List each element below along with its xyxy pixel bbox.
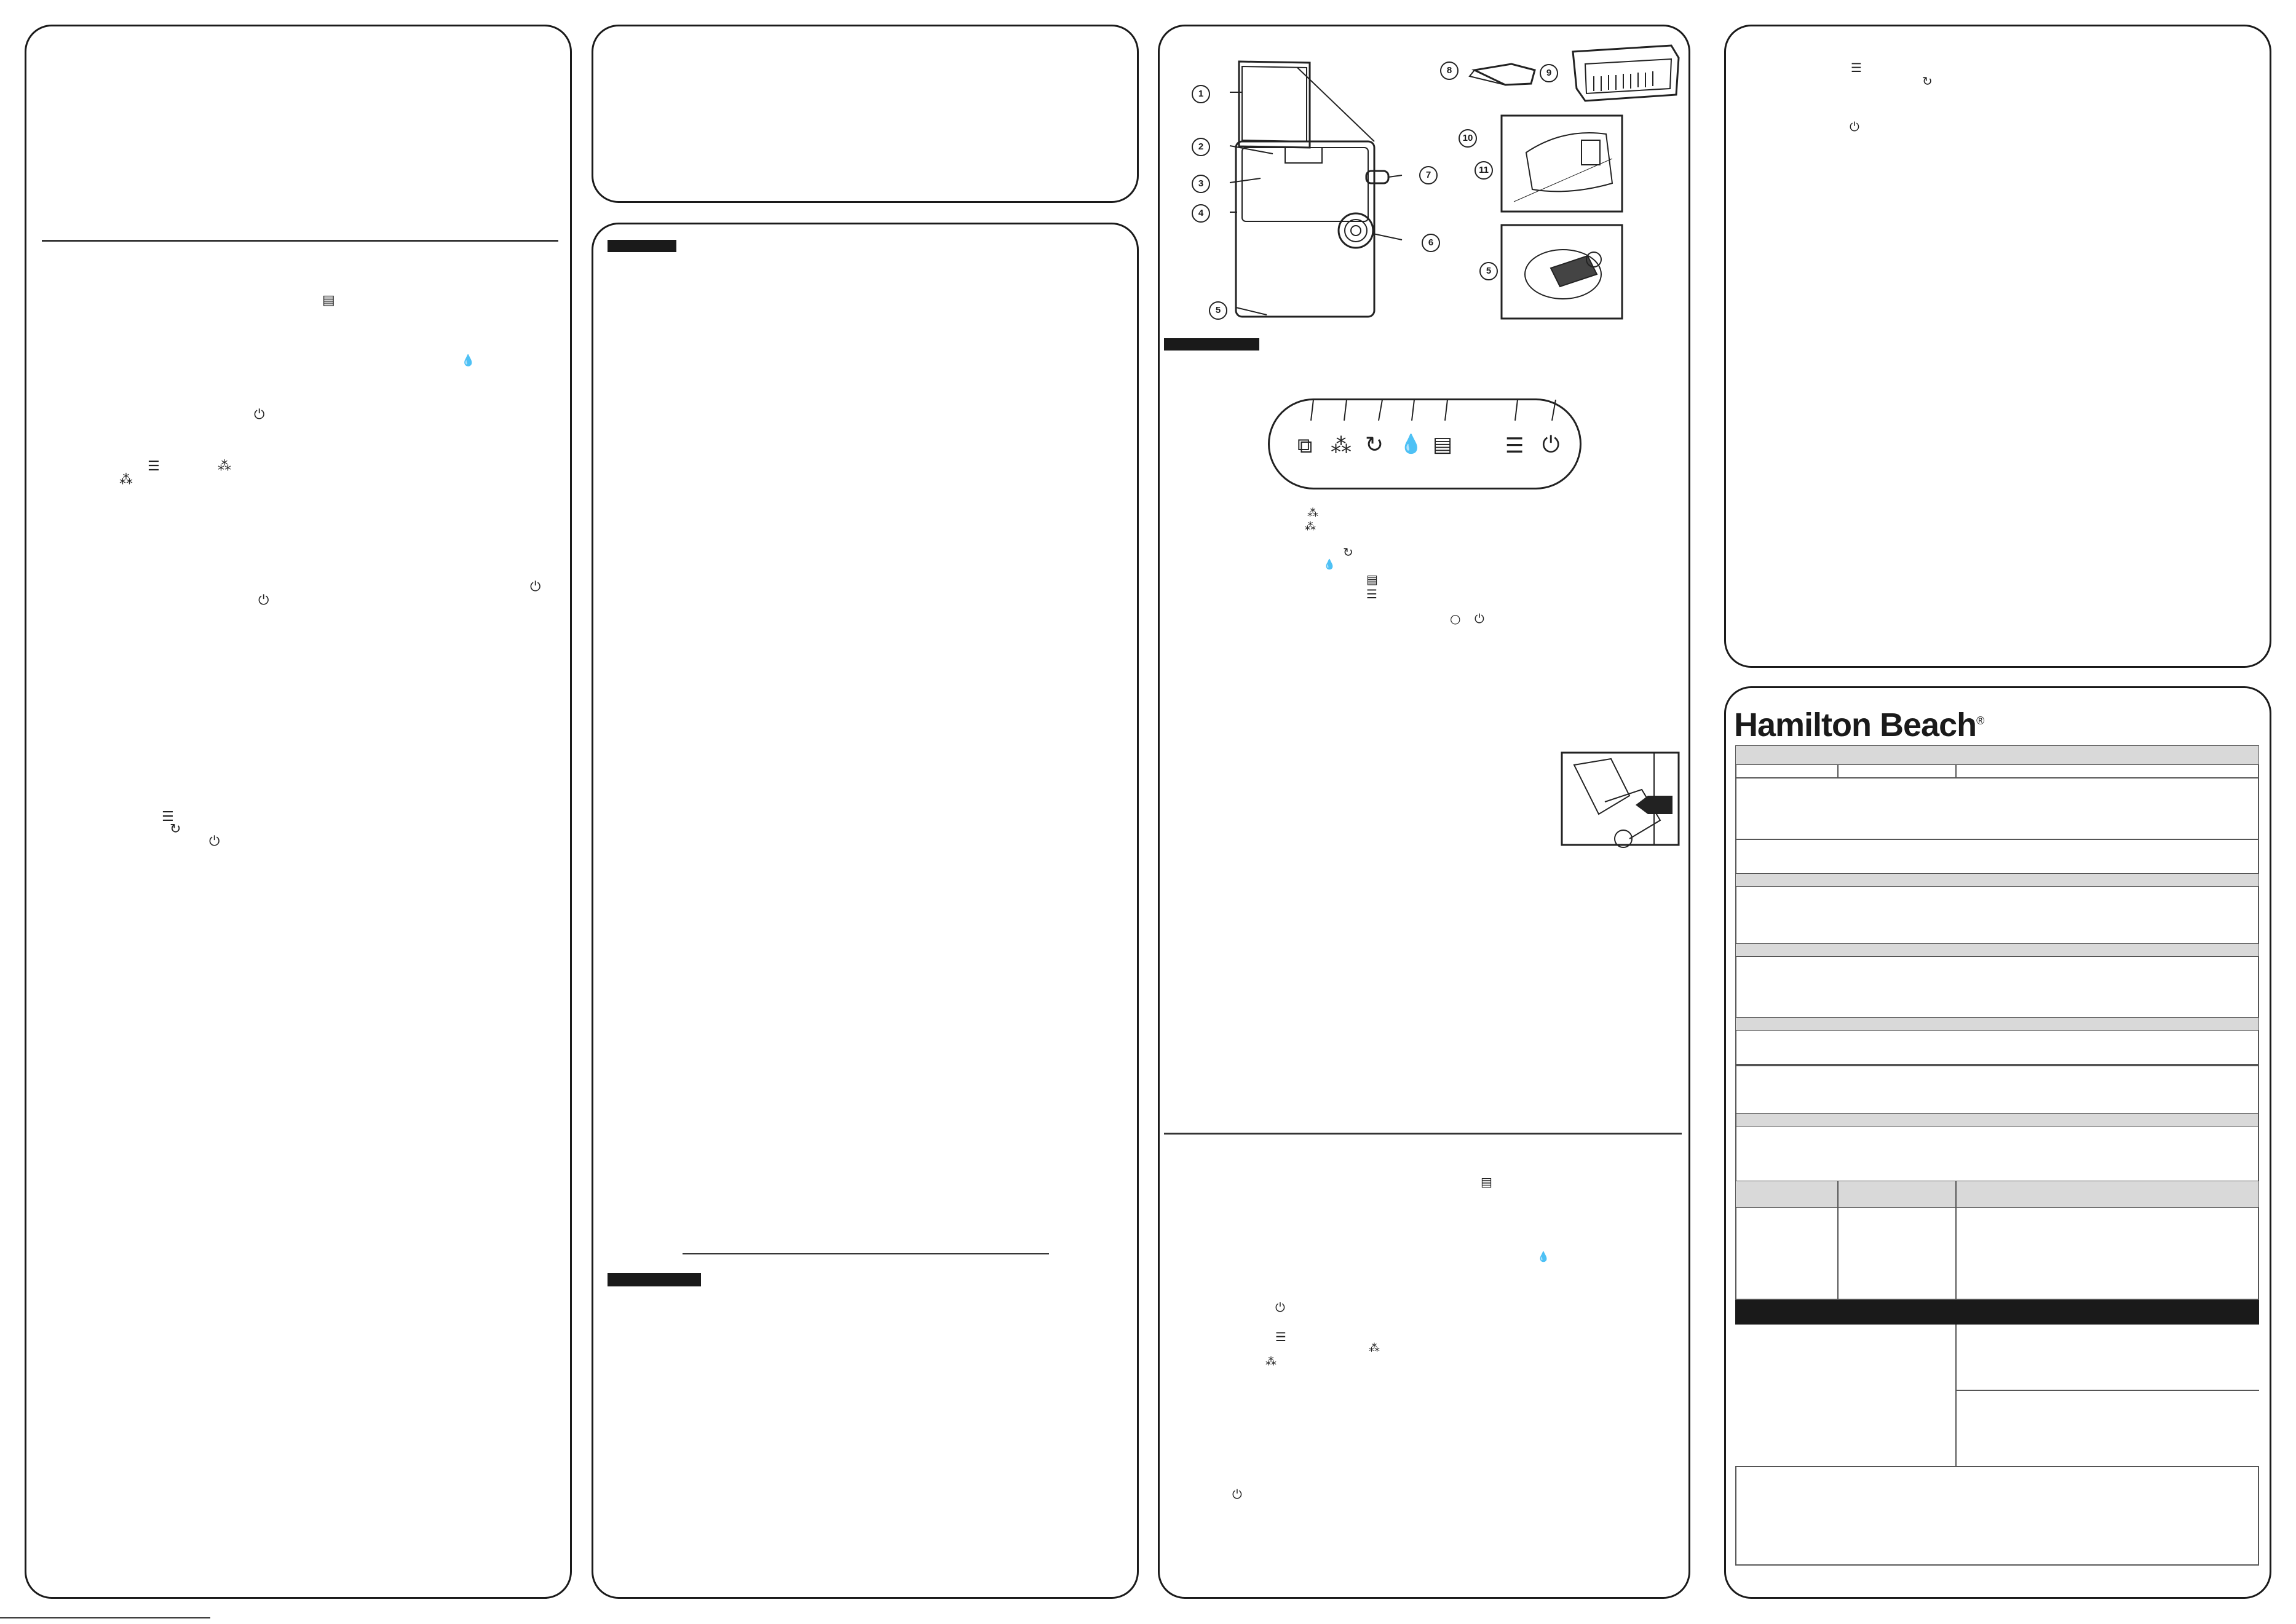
- ice-scoop-illustration: [1462, 57, 1548, 93]
- table-footer-bar: [1735, 1300, 2259, 1325]
- ice-making-cycle-icon: ↻: [1343, 545, 1353, 560]
- table-header-band: [1735, 745, 2259, 765]
- panel-2-top: [592, 25, 1139, 203]
- panel-2-main: [592, 223, 1139, 1599]
- callout-10: 10: [1459, 129, 1477, 148]
- table-col-divider: [1837, 1181, 1839, 1301]
- add-water-icon: 💧: [1323, 558, 1336, 570]
- power-icon: ⏻: [1232, 1487, 1242, 1502]
- callout-1: 1: [1192, 85, 1210, 103]
- callout-6: 6: [1422, 234, 1440, 252]
- power-icon: ⏻: [530, 579, 541, 595]
- callout-4: 4: [1192, 204, 1210, 223]
- ice-making-cycle-button[interactable]: ↻: [1365, 432, 1384, 457]
- table-col-divider: [1955, 765, 1957, 777]
- section-heading-bar: [608, 240, 676, 252]
- table-header-band: [1735, 1181, 2259, 1208]
- callout-3: 3: [1192, 175, 1210, 193]
- section-divider: [1164, 1133, 1682, 1135]
- add-water-icon: 💧: [461, 354, 475, 367]
- small-ice-icon: ⁂: [218, 459, 231, 474]
- ice-full-indicator: ▤: [1433, 432, 1453, 457]
- small-ice-button[interactable]: ⧉: [1297, 434, 1313, 458]
- table-section-band: [1735, 1017, 2259, 1031]
- large-ice-icon: ⁂: [1305, 520, 1316, 533]
- registered-mark: ®: [1976, 715, 1984, 727]
- ice-making-cycle-icon: ↻: [170, 822, 181, 837]
- drain-instruction-illustration: [1562, 753, 1681, 847]
- brand-logo: [1734, 706, 1984, 744]
- menu-icon: ☰: [162, 809, 174, 825]
- callout-11: 11: [1475, 161, 1493, 180]
- ice-basket-illustration: [1567, 39, 1684, 107]
- menu-icon: ☰: [1275, 1329, 1286, 1344]
- table-col-divider: [1955, 1325, 1957, 1466]
- underline-rule: [683, 1253, 1049, 1254]
- large-ice-button[interactable]: ⁂: [1331, 434, 1352, 458]
- table-col-divider: [1837, 765, 1839, 777]
- power-icon: ⏻: [258, 593, 269, 608]
- table-col-divider: [1955, 1181, 1957, 1301]
- callout-8: 8: [1440, 61, 1459, 80]
- panel-1: [25, 25, 572, 1599]
- table-section-band: [1735, 873, 2259, 887]
- callout-5-inset: 5: [1479, 262, 1498, 280]
- section-divider: [42, 240, 558, 242]
- power-button[interactable]: ⏻: [1542, 432, 1560, 457]
- callout-9: 9: [1540, 64, 1558, 82]
- table-section-band: [1735, 943, 2259, 957]
- panel-4-top: [1724, 25, 2271, 668]
- power-icon: ⏻: [209, 834, 220, 849]
- small-ice-icon: ⁂: [1307, 507, 1318, 520]
- drain-plug-inset: [1502, 225, 1625, 321]
- power-icon: ⏻: [254, 407, 265, 422]
- ice-full-icon: ▤: [1366, 572, 1378, 587]
- table-row-divider: [1955, 1390, 2259, 1391]
- water-reservoir-inset: [1502, 116, 1625, 214]
- menu-icon: ☰: [1366, 587, 1377, 601]
- callout-7: 7: [1419, 166, 1438, 184]
- control-panel-leader-lines: [1291, 400, 1574, 424]
- add-water-indicator: 💧: [1399, 434, 1423, 455]
- menu-button[interactable]: ☰: [1505, 434, 1524, 458]
- notice-box: [1735, 1466, 2259, 1566]
- callout-2: 2: [1192, 138, 1210, 156]
- table-row-divider: [1735, 777, 2259, 778]
- large-ice-icon: ⁂: [1265, 1355, 1277, 1368]
- ice-maker-illustration: [1205, 55, 1414, 320]
- power-icon: ⏻: [1275, 1300, 1285, 1315]
- callout-5: 5: [1209, 301, 1227, 320]
- indicator-light-icon: ○: [1450, 611, 1461, 626]
- ice-making-cycle-icon: ↻: [1922, 74, 1933, 89]
- table-row-divider: [1735, 839, 2259, 840]
- menu-icon: ☰: [1851, 60, 1862, 75]
- brand-logo-text: Hamilton Beach: [1734, 707, 1977, 743]
- ice-full-icon: ▤: [1481, 1174, 1492, 1189]
- add-water-icon: 💧: [1537, 1251, 1550, 1262]
- power-icon: ⏻: [1850, 119, 1859, 134]
- large-ice-icon: ⁂: [119, 472, 133, 488]
- menu-icon: ☰: [148, 459, 160, 474]
- small-ice-icon: ⁂: [1369, 1342, 1380, 1355]
- ice-full-icon: ▤: [322, 293, 335, 308]
- section-heading-bar: [608, 1273, 701, 1286]
- section-heading-bar: [1164, 338, 1259, 351]
- page-footer-rule: [0, 1617, 210, 1618]
- power-icon: ⏻: [1475, 611, 1484, 626]
